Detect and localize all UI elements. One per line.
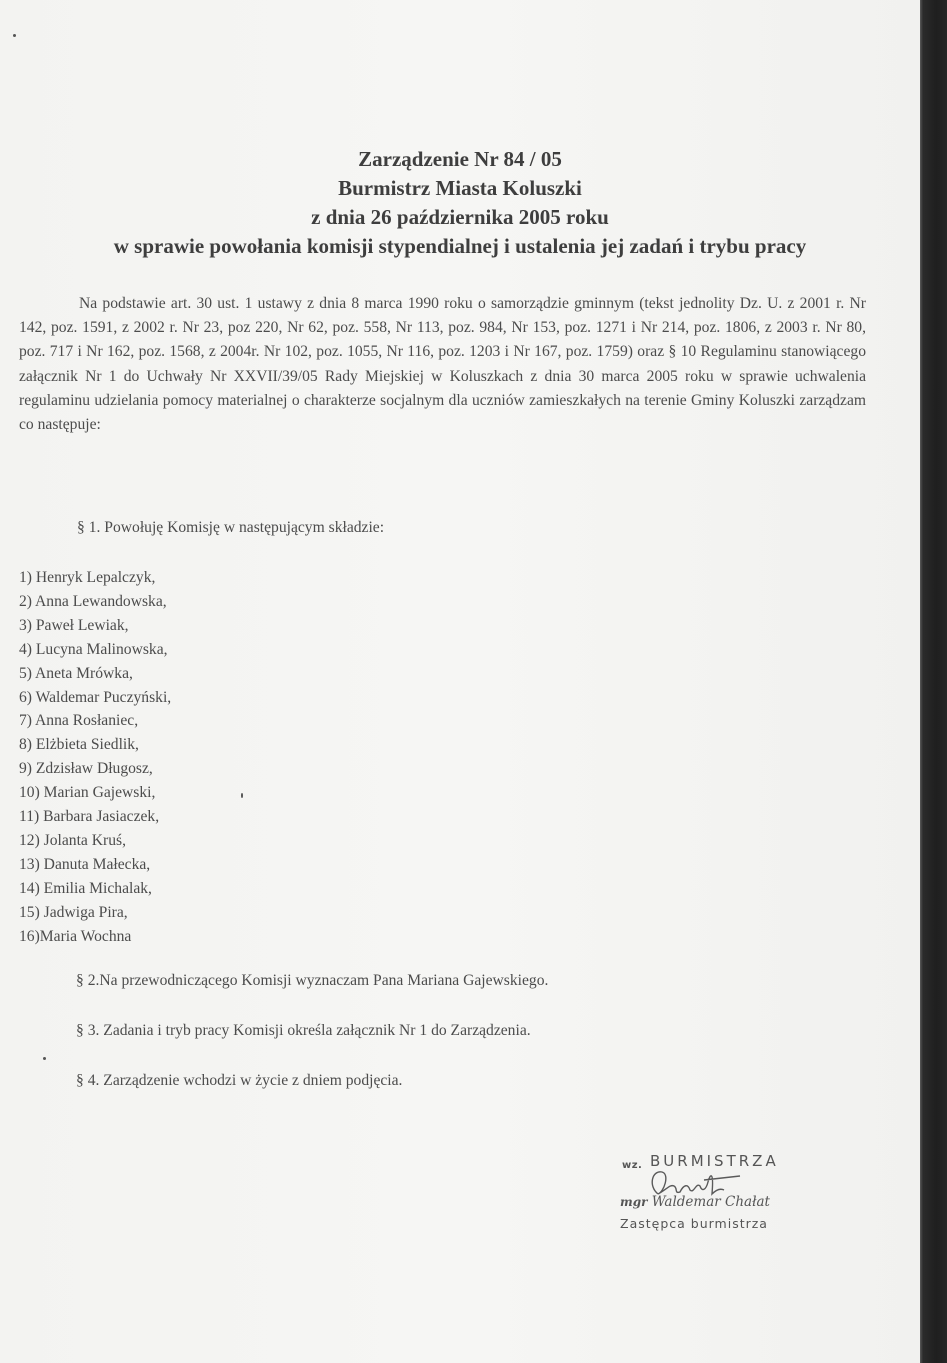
title-line-number: Zarządzenie Nr 84 / 05 [358, 147, 562, 171]
member-item: 3) Paweł Lewiak, [19, 616, 129, 634]
document-title [0, 145, 920, 261]
stamp-office: BURMISTRZA [650, 1152, 779, 1170]
member-item: 14) Emilia Michalak, [19, 879, 152, 897]
scan-speck [241, 793, 243, 798]
section-2: § 2.Na przewodniczącego Komisji wyznaczam Pana Mariana Gajewskiego. [76, 972, 549, 989]
stamp-name: Waldemar Chałat [651, 1194, 770, 1210]
member-item: 8) Elżbieta Siedlik, [19, 736, 139, 754]
legal-basis-paragraph: Na podstawie art. 30 ust. 1 ustawy z dnia 8 marca 1990 roku o samorządzie gminnym (tekst jednolity Dz. U. z 2001 r. Nr 142, poz. 1591, z 2002 r. Nr 23, poz 220, Nr 62, poz. 558, Nr 113, poz. 984, Nr 153, poz. 1271 i Nr 214, poz. 1806, z 2003 r. Nr 80, poz. 717 i Nr 162, poz. 1568, z 2004r. Nr 102, poz. 1055, Nr 116, poz. 1203 i Nr 167, poz. 1759) oraz § 10 Regulaminu stanowiącego załącznik Nr 1 do Uchwały Nr XXVII/39/05 Rady Miejskiej w Koluszkach z dnia 30 marca 2005 roku w sprawie uchwalenia regulaminu udzielania pomocy materialnej o charakterze socjalnym dla uczniów zamieszkałych na terenie Gminy Koluszki zarządzam co następuje: [19, 295, 866, 434]
member-item: 10) Marian Gajewski, [19, 784, 156, 802]
member-item: 16)Maria Wochna [19, 927, 132, 945]
scan-speck [43, 1057, 46, 1060]
member-item: 15) Jadwiga Pira, [19, 903, 128, 921]
stamp-role: Zastępca burmistrza [620, 1216, 768, 1231]
section-1: § 1. Powołuję Komisję w następującym składzie: [77, 519, 385, 536]
scanner-edge [920, 0, 947, 1363]
section-4: § 4. Zarządzenie wchodzi w życie z dniem podjęcia. [76, 1072, 403, 1089]
member-item: 1) Henryk Lepalczyk, [19, 569, 156, 586]
stamp-wz: wz. [622, 1160, 643, 1171]
section-3: § 3. Zadania i tryb pracy Komisji określa załącznik Nr 1 do Zarządzenia. [76, 1022, 531, 1039]
member-item: 6) Waldemar Puczyński, [19, 688, 172, 706]
member-item: 7) Anna Rosłaniec, [19, 712, 139, 730]
member-item: 13) Danuta Małecka, [19, 855, 151, 873]
member-item: 12) Jolanta Kruś, [19, 831, 126, 849]
member-item: 2) Anna Lewandowska, [19, 592, 167, 610]
member-item: 11) Barbara Jasiaczek, [19, 808, 160, 826]
member-item: 5) Aneta Mrówka, [19, 664, 133, 682]
stamp-degree: mgr [620, 1195, 648, 1209]
commission-members-list [19, 566, 171, 949]
signature-stamp [620, 1150, 840, 1250]
title-line-issuer: Burmistrz Miasta Koluszki [338, 176, 582, 200]
title-line-subject: w sprawie powołania komisji stypendialnej i ustalenia jej zadań i trybu pracy [113, 234, 807, 258]
member-item: 4) Lucyna Malinowska, [19, 640, 168, 658]
member-item: 9) Zdzisław Długosz, [19, 760, 153, 778]
scan-speck [13, 34, 16, 37]
stamp-name-line [620, 1194, 770, 1210]
title-line-date: z dnia 26 października 2005 roku [311, 205, 609, 229]
